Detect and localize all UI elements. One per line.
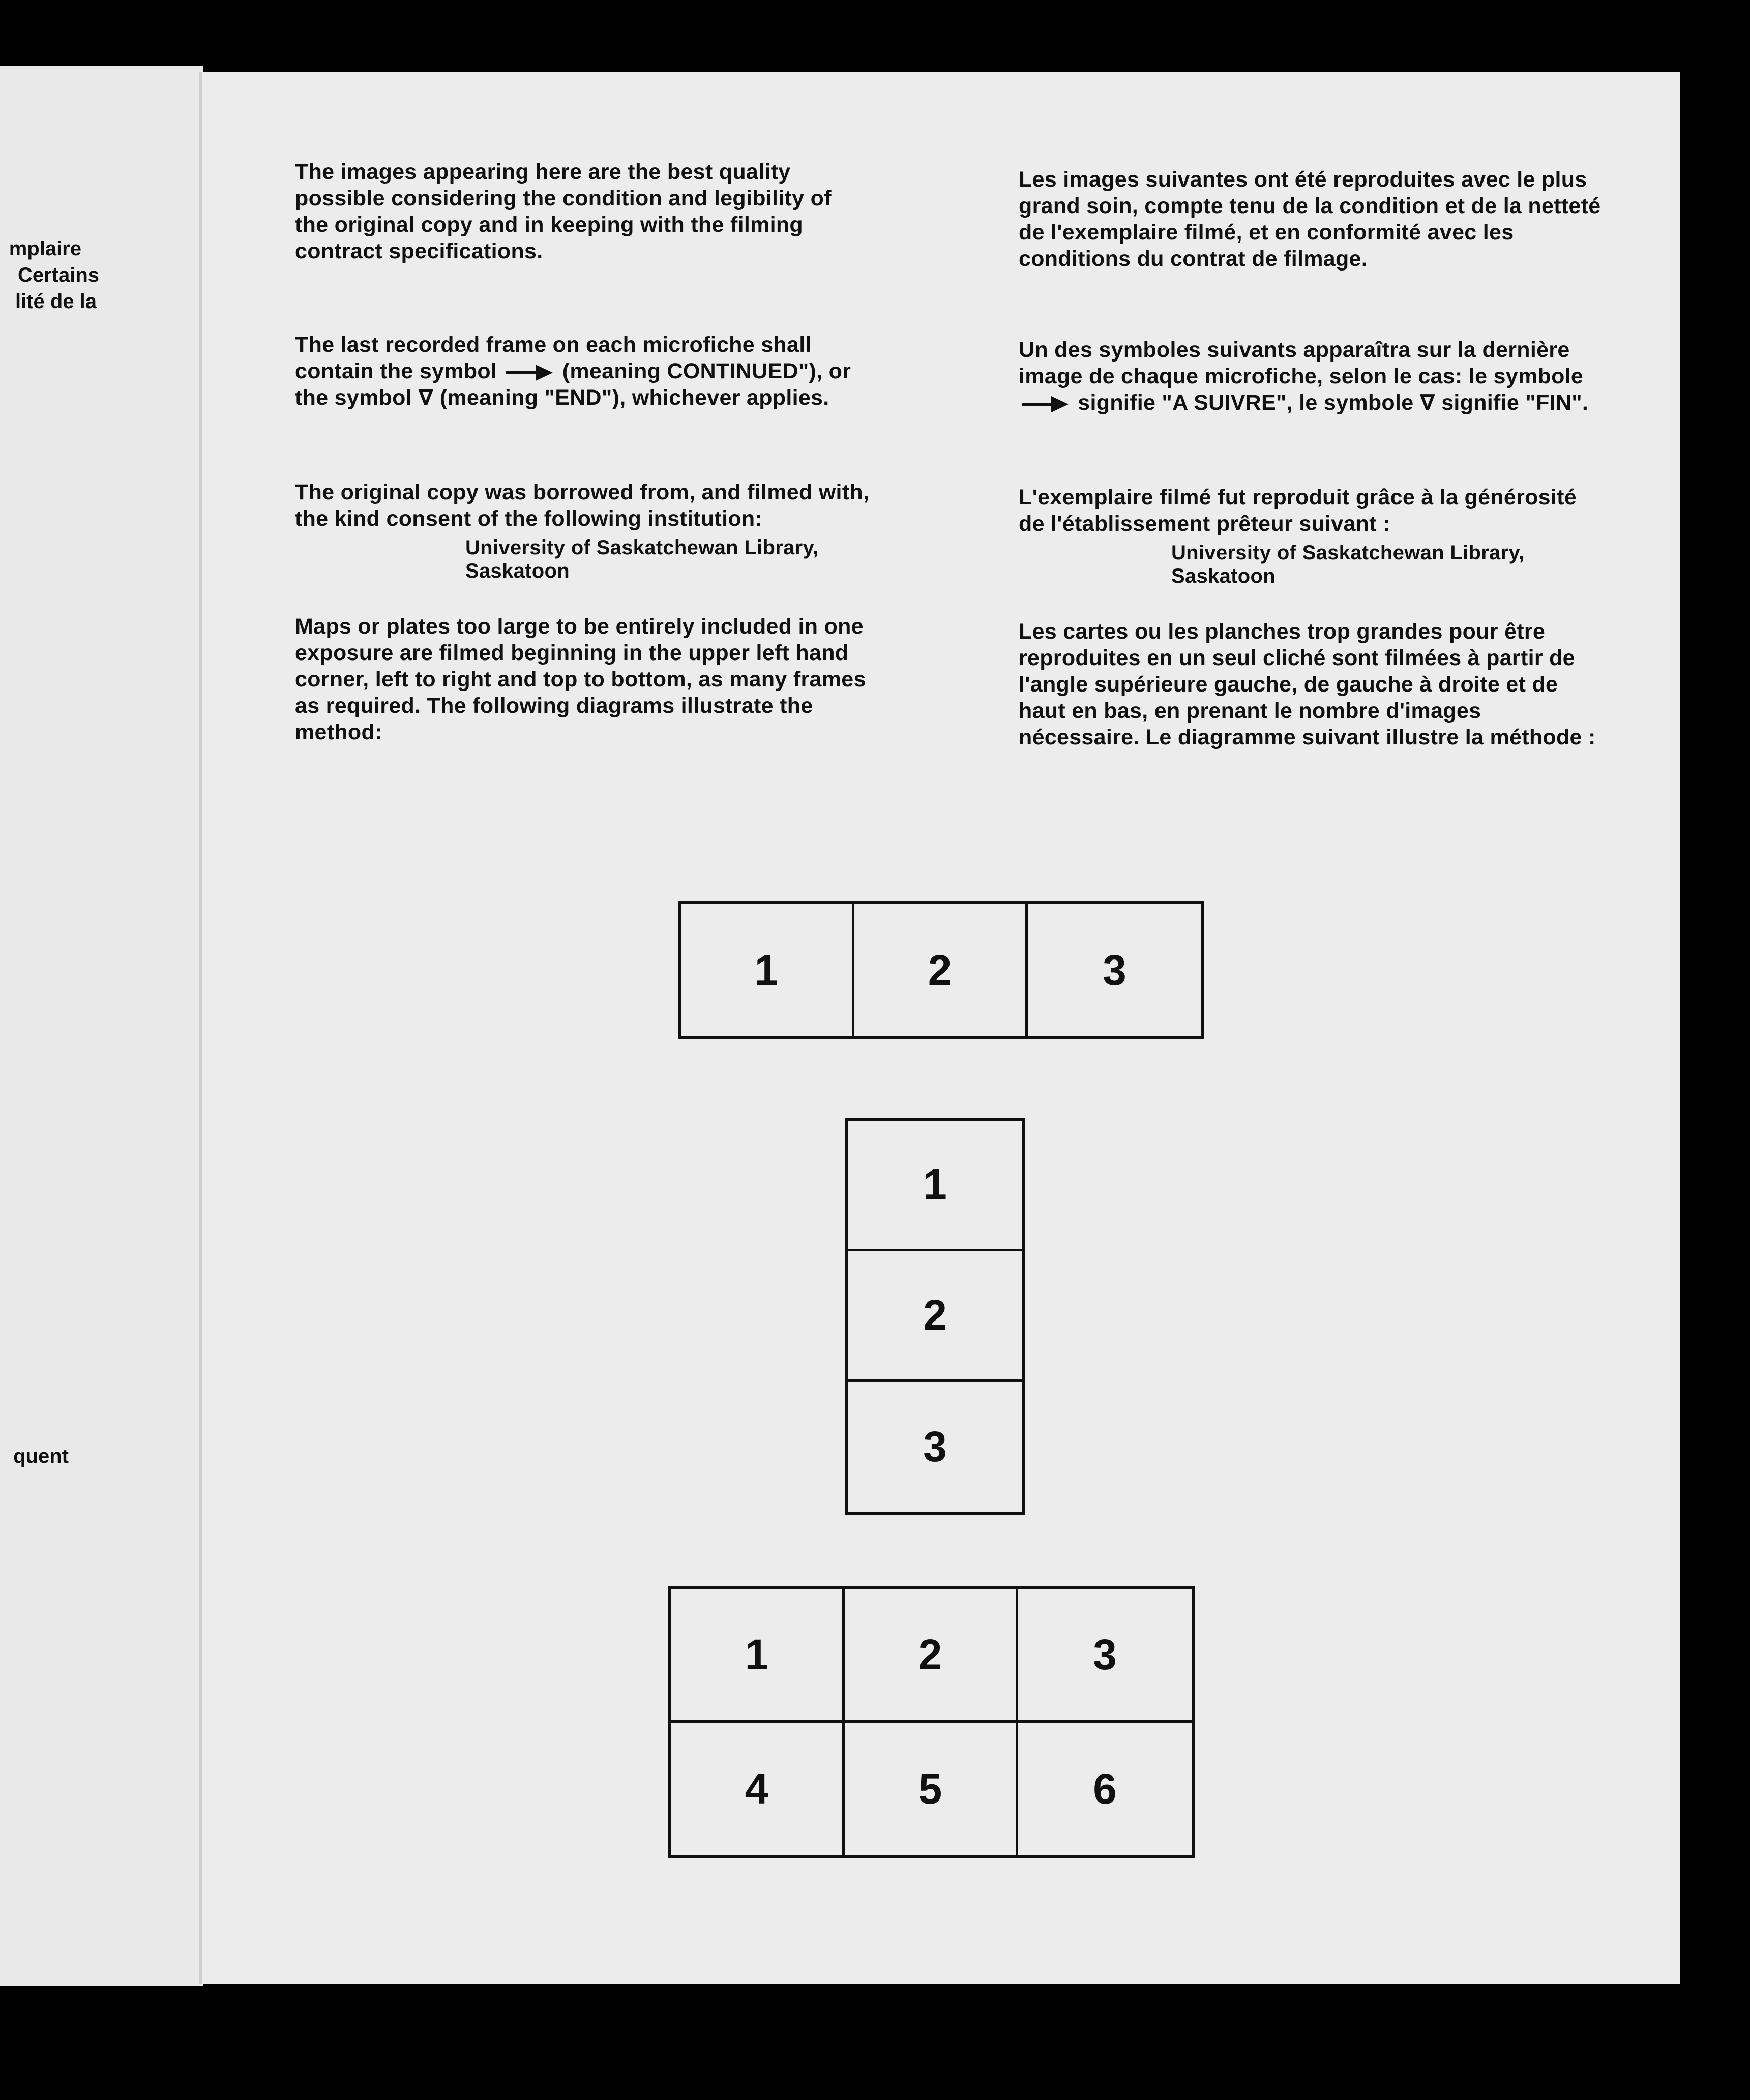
microfilm-target-page [202, 72, 1680, 1984]
frame-cell: 1 [681, 904, 854, 1036]
left-page-edge [0, 66, 203, 1986]
institution-paragraph-en: The original copy was borrowed from, and filmed with, the kind consent of the following institution: [295, 480, 870, 531]
diagram-grid-six [668, 1586, 1195, 1858]
left-fragment: Certains [17, 264, 99, 286]
diagram-horizontal-three [678, 901, 1204, 1039]
symbol-paragraph-fr: Un des symboles suivants apparaîtra sur la dernière image de chaque microfiche, selon le cas: le symbole signifie "A SUIVRE", le symbole ∇ signifie "FIN". [1019, 338, 1589, 415]
frame-cell: 3 [1103, 946, 1126, 994]
institution-name-en: University of Saskatchewan Library, [465, 536, 819, 559]
method-paragraph-fr: Les cartes ou les planches trop grandes pour être reproduites en un seul cliché sont filmées à partir de l'angle supérieure gauche, de gauche à droite et de haut en bas, en prenant le nombre d'images nécessaire. Le diagramme suivant illustre la méthode : [1019, 619, 1596, 749]
frame-cell: 5 [845, 1723, 1018, 1856]
institution-paragraph-fr: L'exemplaire filmé fut reproduit grâce à la générosité de l'établissement prêteur suivant : [1019, 485, 1577, 536]
frame-cell: 2 [854, 904, 1028, 1036]
frame-cell: 1 [671, 1589, 845, 1723]
diagram-vertical-three [845, 1118, 1025, 1515]
institution-name-fr: University of Saskatchewan Library, [1171, 542, 1525, 564]
institution-city-fr: Saskatoon [1171, 565, 1276, 587]
end-triangle-icon: ∇ [1419, 391, 1435, 415]
frame-cell: 1 [848, 1121, 1022, 1251]
left-fragment: lité de la [15, 290, 97, 313]
end-triangle-icon: ∇ [418, 385, 434, 410]
english-column [295, 159, 870, 745]
left-fragment: quent [13, 1445, 69, 1467]
method-paragraph-en: Maps or plates too large to be entirely included in one exposure are filmed beginning in the upper left hand corner, left to right and top to bottom, as many frames as required. The following diagrams illustrate the method: [295, 614, 866, 744]
frame-cell: 2 [848, 1251, 1022, 1382]
frame-cell: 2 [845, 1589, 1018, 1723]
french-column [1019, 166, 1604, 751]
quality-paragraph-fr: Les images suivantes ont été reproduites avec le plus grand soin, compte tenu de la condition et de la netteté de l'exemplaire filmé, et en conformité avec les conditions du contrat de filmage. [1019, 167, 1601, 271]
quality-paragraph-en: The images appearing here are the best quality possible considering the condition and legibility of the original copy and in keeping with the filming contract specifications. [295, 160, 832, 263]
frame-cell: 6 [1093, 1764, 1117, 1813]
frame-cell: 3 [1018, 1589, 1192, 1723]
continued-arrow-icon [506, 368, 553, 378]
frame-cell: 4 [671, 1723, 845, 1856]
frame-cell: 3 [923, 1423, 947, 1471]
institution-city-en: Saskatoon [465, 560, 570, 582]
left-fragment: mplaire [9, 237, 81, 260]
symbol-paragraph-en: The last recorded frame on each microfiche shall contain the symbol (meaning CONTINUED"), or the symbol ∇ (meaning "END"), whichever applies. [295, 333, 851, 410]
continued-arrow-icon [1022, 399, 1069, 409]
